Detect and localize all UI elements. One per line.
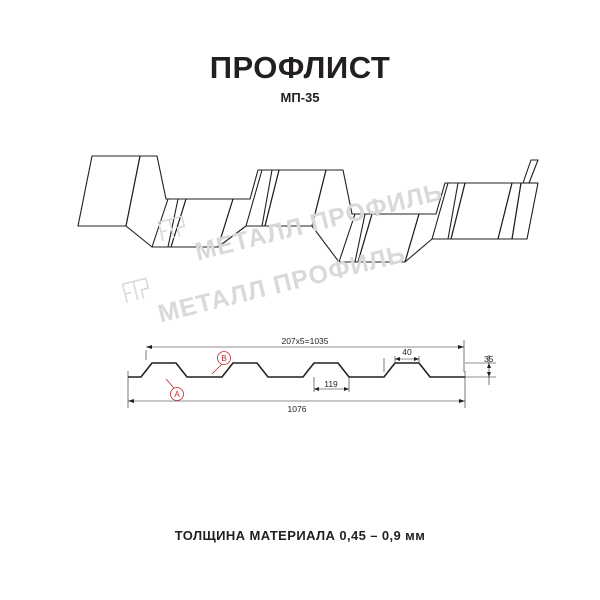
dimension-rib-top-width: 40 — [402, 347, 412, 357]
dimension-profile-height: 35 — [484, 354, 494, 364]
dimension-wave-pitch-total: 207х5=1035 — [281, 336, 329, 346]
profile-sheet-cross-section — [128, 363, 465, 377]
dimension-total-width: 1076 — [287, 404, 307, 414]
section-dimension-lines — [128, 340, 496, 408]
mark-a-label: A — [174, 390, 180, 399]
watermark-text-2: МЕТАЛЛ ПРОФИЛЬ — [155, 239, 409, 329]
mark-b-label: B — [221, 354, 227, 363]
watermark-text-1: МЕТАЛЛ ПРОФИЛЬ — [192, 177, 446, 267]
dimension-rib-spacing: 119 — [324, 379, 338, 389]
profile-sheet-isometric-view — [78, 156, 538, 262]
product-code: МП-35 — [280, 90, 320, 105]
page-title: ПРОФЛИСТ — [209, 50, 391, 85]
material-thickness-note: ТОЛЩИНА МАТЕРИАЛА 0,45 – 0,9 мм — [174, 528, 426, 543]
